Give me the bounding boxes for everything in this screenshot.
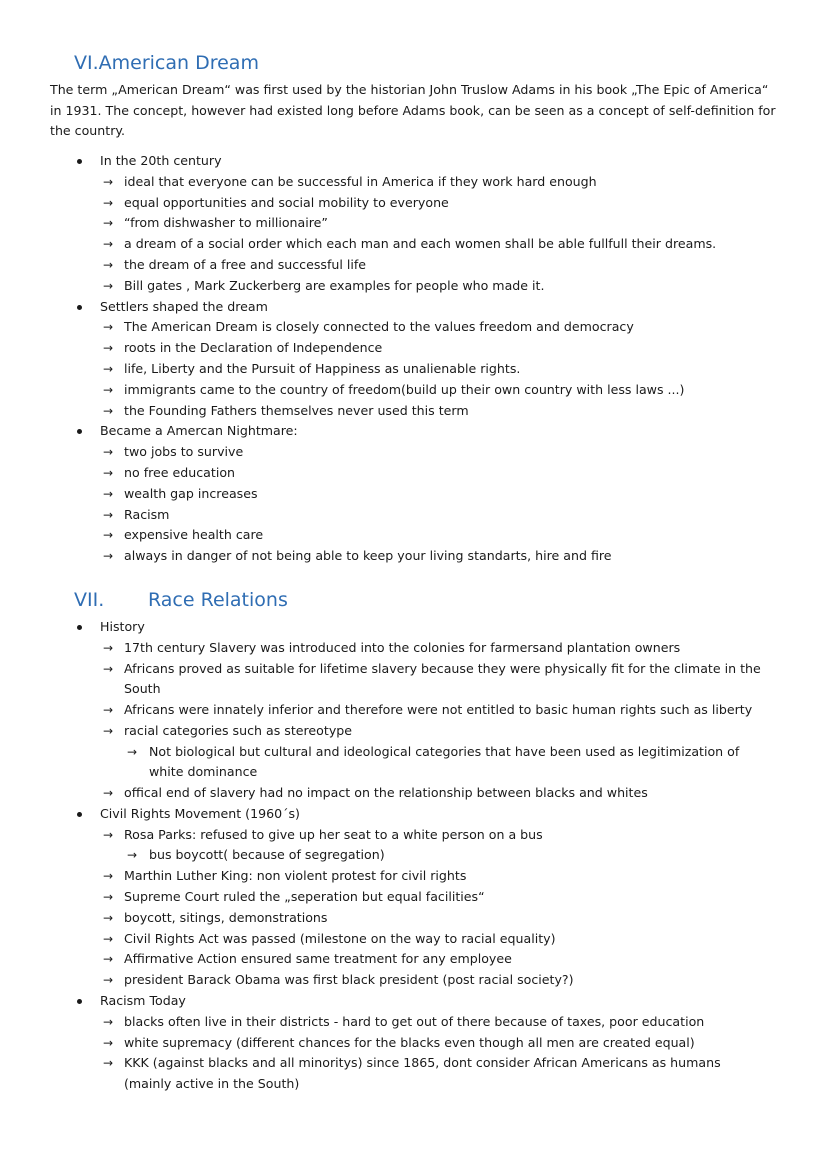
arrow-icon: → (103, 640, 114, 655)
sub-sub-item: → bus boycott( because of segregation) (0, 845, 828, 866)
sub-item: → immigrants came to the country of freedom(build up their own country with less laws ...) (0, 380, 828, 401)
sub-item: → “from dishwasher to millionaire” (0, 213, 828, 234)
sub-item: → The American Dream is closely connected to the values freedom and democracy (0, 317, 828, 338)
sub-item: → Africans were innately inferior and therefore were not entitled to basic human rights such as liberty (0, 700, 828, 721)
bullet-item: Racism Today (0, 991, 828, 1012)
sub-item: → wealth gap increases (0, 484, 828, 505)
intro-paragraph: The term „American Dream“ was first used by the historian John Truslow Adams in his book „The Epic of America“ in 1931. The concept, however had existed long before Adams book, can be seen as a concept of self-definition for the country. (50, 82, 776, 138)
arrow-icon: → (103, 973, 114, 988)
sub-item: → Marthin Luther King: non violent protest for civil rights (0, 866, 828, 887)
bullet-icon (77, 999, 82, 1004)
sub-item: → the dream of a free and successful life (0, 255, 828, 276)
arrow-icon: → (103, 403, 114, 418)
bullet-icon (77, 429, 82, 434)
sub-item: → Affirmative Action ensured same treatment for any employee (0, 949, 828, 970)
bullet-item: Became a Amercan Nightmare: (0, 421, 828, 442)
sub-item: → Supreme Court ruled the „seperation but equal facilities“ (0, 887, 828, 908)
arrow-icon: → (103, 1014, 114, 1029)
arrow-icon: → (127, 848, 138, 863)
bullet-item: In the 20th century (0, 151, 828, 172)
sub-item: → white supremacy (different chances for the blacks even though all men are created equal) (0, 1033, 828, 1054)
sub-item: → a dream of a social order which each man and each women shall be able fullfull their dreams. (0, 234, 828, 255)
arrow-icon: → (103, 278, 114, 293)
section-title: Race Relations (148, 589, 288, 611)
sub-item: → the Founding Fathers themselves never used this term (0, 401, 828, 422)
arrow-icon: → (103, 320, 114, 335)
sub-item: → roots in the Declaration of Independence (0, 338, 828, 359)
bullet-icon (77, 812, 82, 817)
race-relations-list (0, 617, 828, 1095)
arrow-icon: → (103, 341, 114, 356)
sub-item: → Bill gates , Mark Zuckerberg are examples for people who made it. (0, 276, 828, 297)
arrow-icon: → (103, 257, 114, 272)
bullet-item: Civil Rights Movement (1960´s) (0, 804, 828, 825)
bullet-icon (77, 625, 82, 630)
sub-item: → always in danger of not being able to keep your living standarts, hire and fire (0, 546, 828, 567)
sub-item: → equal opportunities and social mobility to everyone (0, 193, 828, 214)
arrow-icon: → (103, 910, 114, 925)
arrow-icon: → (103, 869, 114, 884)
sub-item: → president Barack Obama was first black president (post racial society?) (0, 970, 828, 991)
sub-item: → life, Liberty and the Pursuit of Happiness as unalienable rights. (0, 359, 828, 380)
arrow-icon: → (103, 723, 114, 738)
arrow-icon: → (127, 744, 138, 759)
arrow-icon: → (103, 702, 114, 717)
arrow-icon: → (103, 1056, 114, 1071)
arrow-icon: → (103, 1035, 114, 1050)
arrow-icon: → (103, 528, 114, 543)
arrow-icon: → (103, 889, 114, 904)
arrow-icon: → (103, 827, 114, 842)
arrow-icon: → (103, 549, 114, 564)
arrow-icon: → (103, 465, 114, 480)
section-heading-race-relations (74, 589, 288, 611)
bullet-item: Settlers shaped the dream (0, 297, 828, 318)
bullet-icon (77, 305, 82, 310)
sub-item: → racial categories such as stereotype (0, 721, 828, 742)
arrow-icon: → (103, 785, 114, 800)
sub-item: → Africans proved as suitable for lifetime slavery because they were physically fit for the climate in the South (103, 660, 761, 697)
sub-item: → ideal that everyone can be successful in America if they work hard enough (0, 172, 828, 193)
section-heading-american-dream (74, 52, 259, 74)
sub-item: → Rosa Parks: refused to give up her seat to a white person on a bus (0, 825, 828, 846)
arrow-icon: → (103, 174, 114, 189)
arrow-icon: → (103, 931, 114, 946)
bullet-item: History (0, 617, 828, 638)
sub-item: → expensive health care (0, 525, 828, 546)
sub-item: → Civil Rights Act was passed (milestone on the way to racial equality) (0, 929, 828, 950)
sub-item: → blacks often live in their districts - hard to get out of there because of taxes, poor education (0, 1012, 828, 1033)
section-number: VI. (74, 52, 99, 74)
arrow-icon: → (103, 237, 114, 252)
arrow-icon: → (103, 382, 114, 397)
arrow-icon: → (103, 952, 114, 967)
sub-item: → boycott, sitings, demonstrations (0, 908, 828, 929)
sub-item: → no free education (0, 463, 828, 484)
bullet-icon (77, 159, 82, 164)
arrow-icon: → (103, 445, 114, 460)
arrow-icon: → (103, 216, 114, 231)
american-dream-list (0, 151, 828, 567)
arrow-icon: → (103, 486, 114, 501)
sub-item: → offical end of slavery had no impact on the relationship between blacks and whites (0, 783, 828, 804)
section-title: American Dream (98, 52, 259, 74)
arrow-icon: → (103, 661, 114, 676)
sub-item: → KKK (against blacks and all minoritys) since 1865, dont consider African Americans as humans (mainly active in the South) (103, 1055, 721, 1091)
arrow-icon: → (103, 507, 114, 522)
arrow-icon: → (103, 195, 114, 210)
arrow-icon: → (103, 361, 114, 376)
sub-item: → Racism (0, 505, 828, 526)
sub-item: → two jobs to survive (0, 442, 828, 463)
sub-sub-item: → Not biological but cultural and ideological categories that have been used as legitimization of white dominance (127, 743, 740, 780)
section-number: VII. (74, 589, 105, 611)
sub-item: → 17th century Slavery was introduced into the colonies for farmersand plantation owners (0, 638, 828, 659)
